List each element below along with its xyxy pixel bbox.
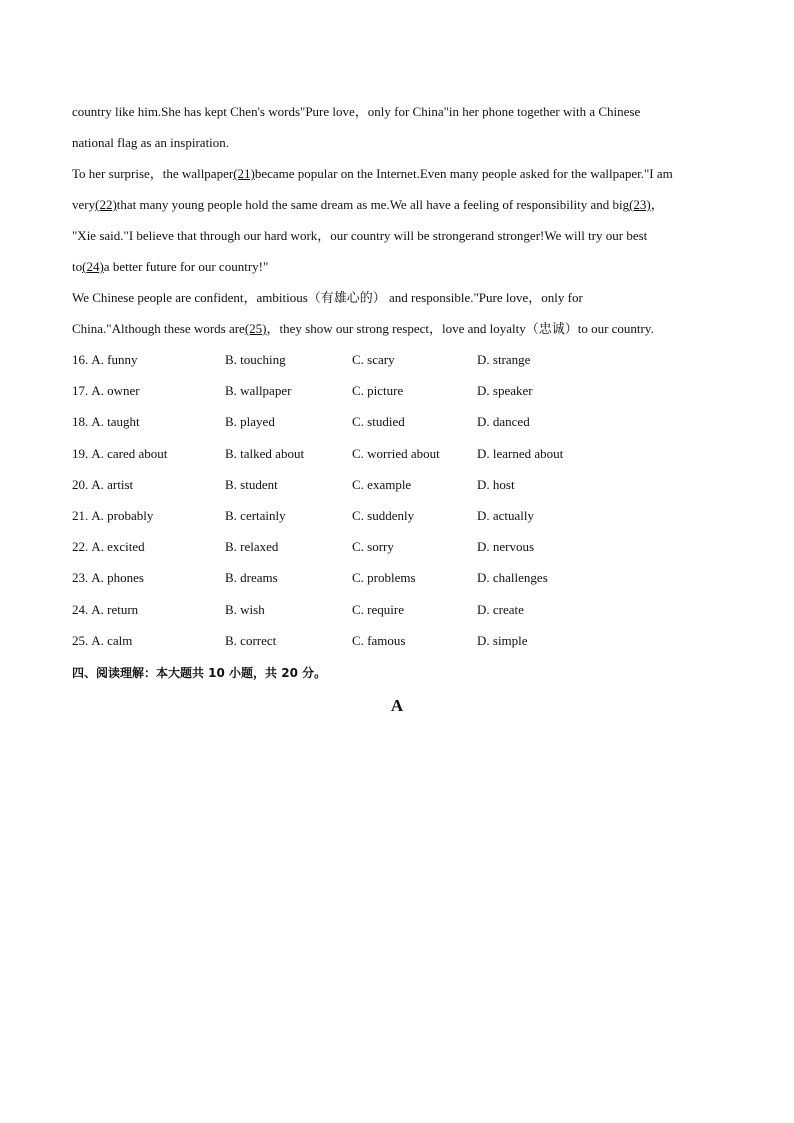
question-row [72,406,732,437]
option-a-text: A. calm [91,632,133,648]
option-d: D. simple [477,632,528,648]
option-b: B. touching [225,352,286,367]
option-a [72,438,167,469]
option-c: C. famous [352,632,406,648]
question-row [72,469,732,500]
option-d: D. strange [477,352,531,367]
option-d: D. learned about [477,445,564,461]
passage-text: a better future for our country!" [103,259,269,274]
question-row [72,531,732,562]
option-b: B. talked about [225,445,305,461]
passage-line-8 [72,313,732,344]
option-a-text: A. taught [91,414,140,430]
question-number: 18. [72,414,89,430]
option-d: D. nervous [477,539,535,555]
option-a [72,344,137,375]
passage-text: China."Although these words are [72,321,245,336]
option-b: B. wish [225,601,265,617]
passage-text: to [72,259,83,274]
option-a-text: A. funny [91,352,138,367]
passage-text: ， [650,197,664,212]
passage-line-7 [72,282,732,313]
question-number: 25. [72,632,89,648]
option-b: B. relaxed [225,539,279,555]
passage-text: very [72,197,96,212]
option-a [72,562,144,593]
passage-line-1 [72,96,732,127]
option-a [72,469,133,500]
passage-line-3 [72,158,732,189]
section-heading: 四、阅读理解：本大题共 10 小题，共 20 分。 [72,665,327,680]
option-a-text: A. artist [91,476,134,492]
passage-text: country like him.She has kept Chen's words"Pure love，only for China"in her phone together with a Chinese [72,104,641,119]
blank-23: (23) [629,197,651,212]
option-d: D. danced [477,414,530,430]
option-c: C. scary [352,352,395,367]
option-b: B. student [225,476,278,492]
passage-line-2 [72,127,732,158]
question-row [72,625,732,656]
passage-line-4 [72,189,732,220]
option-a-text: A. owner [91,383,140,399]
question-number: 22. [72,539,89,555]
passage [72,96,732,344]
option-c: C. require [352,601,404,617]
option-c: C. studied [352,414,405,430]
question-number: 23. [72,570,89,586]
question-row [72,594,732,625]
option-c: C. picture [352,383,404,399]
option-b: B. played [225,414,275,430]
question-options [72,344,732,656]
blank-25: (25) [244,321,267,336]
option-a-text: A. return [91,601,139,617]
option-a-text: A. excited [91,539,145,555]
question-number: 19. [72,445,89,461]
option-a [72,625,132,656]
option-d: D. challenges [477,570,548,586]
exam-page [72,96,732,716]
option-d: D. actually [477,507,535,523]
option-a-text: A. probably [91,507,154,523]
question-row [72,344,732,375]
passage-text: that many young people hold the same dream as me.We all have a feeling of responsibility and big [116,197,630,212]
question-number: 21. [72,507,89,523]
option-c: C. problems [352,570,416,586]
question-number: 24. [72,601,89,617]
option-d: D. create [477,601,524,617]
option-a [72,500,153,531]
question-row [72,438,732,469]
question-number: 17. [72,383,89,399]
question-number: 20. [72,476,89,492]
option-b: B. correct [225,632,277,648]
blank-24: (24) [82,259,104,274]
option-c: C. sorry [352,539,394,555]
option-a-text: A. cared about [91,445,168,461]
passage-line-5 [72,220,732,251]
option-d: D. speaker [477,383,533,399]
question-row [72,562,732,593]
option-a-text: A. phones [91,570,144,586]
option-c: C. suddenly [352,507,415,523]
passage-text: We Chinese people are confident，ambitious（有雄心的） and responsible."Pure love，only for [72,290,583,305]
passage-line-6 [72,251,732,282]
option-b: B. certainly [225,507,286,523]
passage-text: "Xie said."I believe that through our hard work，our country will be strongerand stronger!We will try our best [72,228,648,243]
option-c: C. worried about [352,445,440,461]
option-d: D. host [477,476,515,492]
question-row [72,375,732,406]
option-a [72,594,138,625]
passage-text: became popular on the Internet.Even many people asked for the wallpaper."I am [254,166,673,181]
blank-22: (22) [95,197,117,212]
question-row [72,500,732,531]
passage-text: national flag as an inspiration. [72,135,230,150]
option-b: B. dreams [225,570,278,586]
question-number: 16. [72,352,89,367]
option-c: C. example [352,476,412,492]
option-a [72,531,145,562]
option-b: B. wallpaper [225,383,292,399]
blank-21: (21) [233,166,255,181]
passage-text: ，they show our strong respect，love and loyalty（忠诚）to our country. [266,321,654,336]
option-a [72,375,140,406]
option-a [72,406,140,437]
passage-text: To her surprise，the wallpaper [72,166,234,181]
section-title: A [390,695,404,715]
